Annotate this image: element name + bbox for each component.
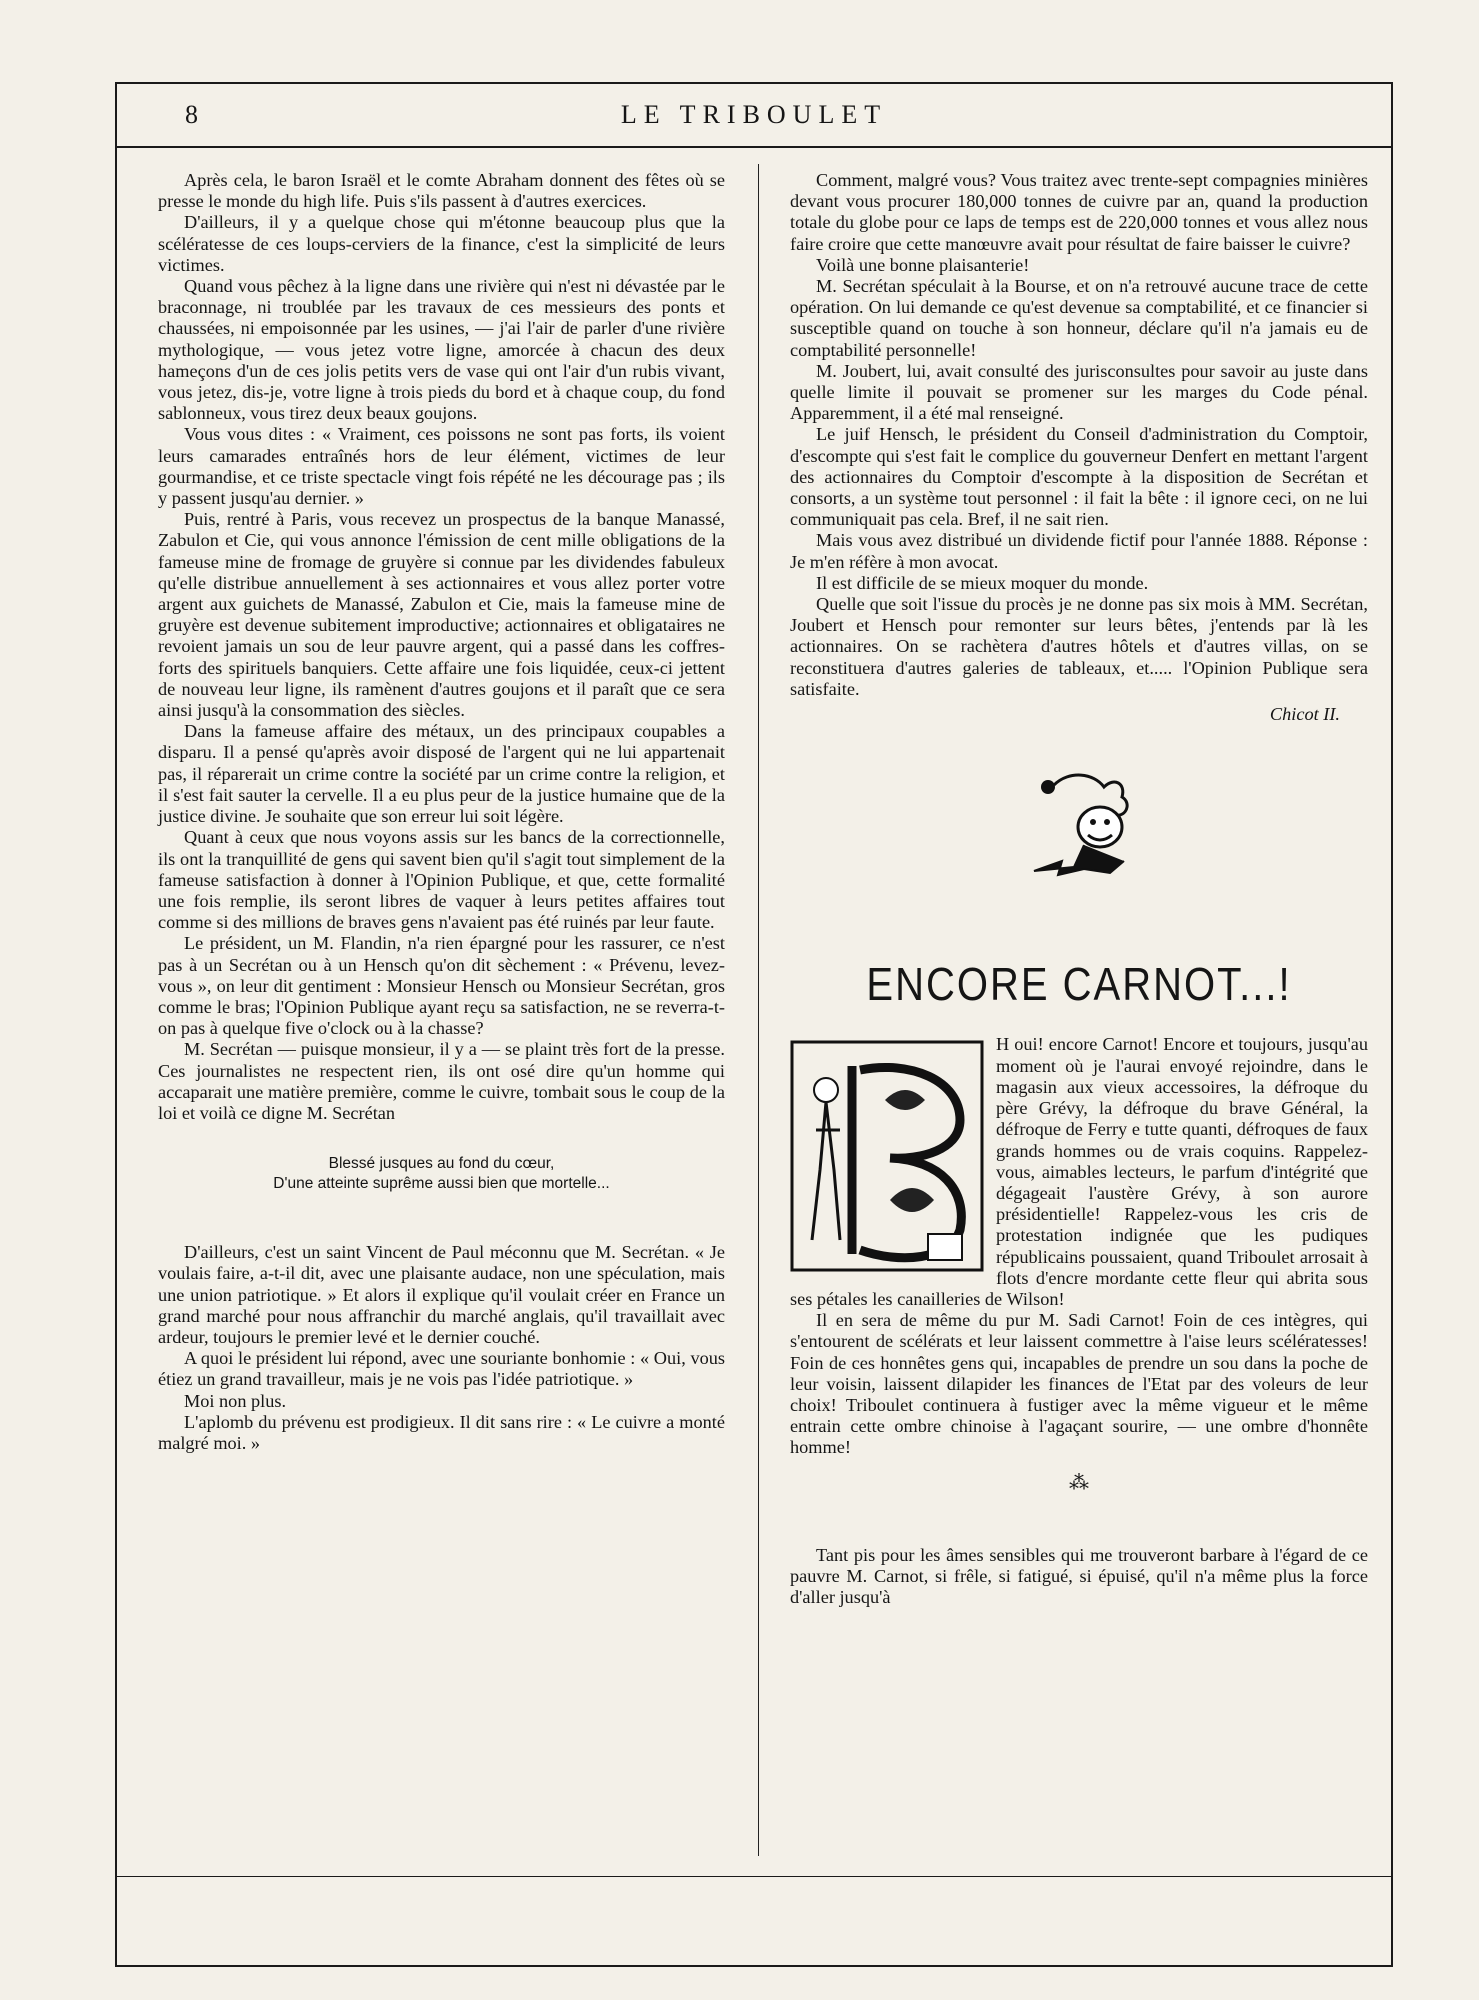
paragraph: Puis, rentré à Paris, vous recevez un prospectus de la banque Manassé, Zabulon et Cie, qui vous annonce l'émission de cent mille obligations de la fameuse mine de fromage de gruyère si connue par les dividendes fabuleux qu'elle distribue annuellement à ses actionnaires et vous allez porter votre argent aux guichets de Manassé, Zabulon et Cie, mais la fameuse mine de gruyère est devenue subitement improductive; actionnaires et obligataires ne revoient jamais un sou de leur pauvre argent, qui a passé dans les coffres-forts des spirituels banquiers. Cette affaire une fois liquidée, ceux-ci jettent de nouveau leur ligne, ils ramènent d'autres goujons et il paraît que ce sera ainsi jusqu'à la consommation des siècles. — [158, 509, 725, 721]
masthead: LE TRIBOULET — [620, 100, 888, 129]
right-column — [790, 170, 1368, 1608]
paragraph: Quand vous pêchez à la ligne dans une rivière qui n'est ni dévastée par le braconnage, ni troublée par les travaux de ces messieurs des ponts et chaussées, ni empoisonnée par les usines, — j'ai l'air de parler d'une rivière mythologique, — vous jetez votre ligne, amorcée à chacun des deux hameçons d'un de ces jolis petits vers de vase qui ont l'air d'un rubis vivant, vous jetez, dis-je, votre ligne à trois pieds du bord et à chaque coup, du fond sablonneux, vous tirez deux beaux goujons. — [158, 276, 725, 424]
paragraph: Après cela, le baron Israël et le comte Abraham donnent des fêtes où se presse le monde du high life. Puis s'ils passent à d'autres exercices. — [158, 170, 725, 212]
paragraph: Moi non plus. — [184, 1390, 287, 1411]
verse-line: Blessé jusques au fond du cœur, — [328, 1155, 555, 1173]
paragraph: Tant pis pour les âmes sensibles qui me trouveront barbare à l'égard de ce pauvre M. Carnot, si frêle, si fatigué, si épuisé, qu'il n'a même plus la force d'aller jusqu'à — [790, 1544, 1368, 1607]
paragraph: Quant à ceux que nous voyons assis sur les bancs de la correctionnelle, ils ont la tranquillité de gens qui savent bien qu'il s'agit tout simplement de la fameuse satisfaction à donner à l'Opinion Publique, et que, cette formalité une fois remplie, ils seront libres de vaquer à leurs petites affaires tout comme si des millions de braves gens n'avaient pas été ruinés par leur faute. — [158, 827, 725, 933]
asterism: ⁂ — [1069, 1471, 1089, 1494]
page-header — [115, 100, 1393, 138]
jester-ornament-icon — [1014, 765, 1144, 885]
verse-line: D'une atteinte suprême aussi bien que mortelle... — [273, 1175, 610, 1193]
paragraph: Le juif Hensch, le président du Conseil d'administration du Comptoir, d'escompte qui s'est fait le complice du gouverneur Denfert en mettant l'argent des actionnaires du Comptoir d'escompte à la disposition de Secrétan et consorts, a un système tout personnel : il fait la bête : il ignore ceci, on ne lui communiquait pas cela. Bref, il ne sait rien. — [790, 424, 1368, 530]
paragraph: M. Secrétan — puisque monsieur, il y a — se plaint très fort de la presse. Ces journalistes ne respectent rien, ils ont osé dire qu'un homme qui accaparait une matière première, comme le cuivre, tombait sous le coup de la loi et voilà ce digne M. Secrétan — [158, 1039, 725, 1123]
paragraph: Dans la fameuse affaire des métaux, un des principaux coupables a disparu. Il a pensé qu'après avoir disposé de l'argent qui ne lui appartenait pas, il réparerait un crime contre la société par un crime contre la religion, et il s'est fait sauter la cervelle. Il a eu plus peur de la justice humaine que de la justice divine. Je souhaite que son erreur lui soit légère. — [158, 721, 725, 827]
page-number: 8 — [185, 100, 198, 129]
left-column — [158, 170, 725, 1454]
article-body — [790, 1034, 1368, 1458]
paragraph: M. Joubert, lui, avait consulté des jurisconsultes pour savoir au juste dans quelle limite il pouvait se promener sur les marges du Code pénal. Apparemment, il a été mal renseigné. — [790, 360, 1368, 424]
verse-quote — [158, 1154, 725, 1194]
paragraph: L'aplomb du prévenu est prodigieux. Il dit sans rire : « Le cuivre a monté malgré moi. » — [158, 1411, 725, 1453]
paragraph: Vous vous dites : « Vraiment, ces poissons ne sont pas forts, ils voient leurs camarades entraînés hors de leur élément, victimes de leur gourmandise, et ce triste spectacle vingt fois répété ne les décourage pas ; ils y passent jusqu'au dernier. » — [158, 424, 725, 509]
paragraph: Comment, malgré vous? Vous traitez avec trente-sept compagnies minières devant vous procurer 180,000 tonnes de cuivre par an, quand la production totale du globe pour ce laps de temps est de 220,000 tonnes et vous allez nous faire croire que cette manœuvre avait pour résultat de faire baisser le cuivre? — [790, 170, 1368, 254]
article-headline: ENCORE CARNOT...! — [866, 959, 1292, 1011]
paragraph: Mais vous avez distribué un dividende fictif pour l'année 1888. Réponse : Je m'en réfère à mon avocat. — [790, 530, 1368, 572]
paragraph: Il est difficile de se mieux moquer du monde. — [816, 572, 1149, 593]
paragraph: A quoi le président lui répond, avec une souriante bonhomie : « Oui, vous étiez un grand travailleur, mais je ne vois pas l'idée patriotique. » — [158, 1348, 725, 1390]
paragraph: D'ailleurs, c'est un saint Vincent de Paul méconnu que M. Secrétan. « Je voulais faire, a-t-il dit, avec une plaisante audace, non une spéculation, mais une union patriotique. » Et alors il explique qu'il voulait créer en France un grand marché pour nous affranchir du marché anglais, qu'il travaillait avec ardeur, toujours le premier levé et le dernier couché. — [158, 1242, 725, 1347]
header-rule — [115, 146, 1393, 148]
paragraph: H oui! encore Carnot! Encore et toujours, jusqu'au moment où je l'aurai envoyé rejoindre, dans le magasin aux vieux accessoires, la défroque du père Grévy, la défroque du brave Général, la défroque de Ferry e tutte quanti, défroques de faux grands hommes ou de vrais coquins. Rappelez-vous, aimables lecteurs, le parfum d'intégrité que dégageait l'austère Grévy, à son aurore présidentielle! Rappelez-vous les cris de protestation indignée que les pudiques républicains poussaient, quand Triboulet arrosait à flots d'encre mordante cette fleur qui abrita sous ses pétales les canailleries de Wilson! — [790, 1034, 1368, 1309]
column-rule — [758, 164, 759, 1856]
paragraph: Il en sera de même du pur M. Sadi Carnot! Foin de ces intègres, qui s'entourent de scélérats et leur laissent commettre à l'aise leurs scélératesses! Foin de ces honnêtes gens qui, incapables de prendre un sou dans la poche de leur voisin, laissent dilapider les finances de l'Etat par des voleurs de leur choix! Triboulet continuera à fustiger avec la même vigueur et le même entrain cette ombre chinoise à l'agaçant sourire, — une ombre d'honnête homme! — [790, 1310, 1368, 1458]
bottom-rule — [115, 1876, 1393, 1877]
paragraph: Voilà une bonne plaisanterie! — [816, 254, 1030, 275]
paragraph: Le président, un M. Flandin, n'a rien épargné pour les rassurer, ce n'est pas à un Secrétan ou à un Hensch qu'on dit sèchement : « Prévenu, levez-vous », on leur dit gentiment : Monsieur Hensch ou Monsieur Secrétan, gros comme le bras; l'Opinion Publique ayant reçu sa satisfaction, ne se reverra-t-on pas à quelque five o'clock ou à la chasse? — [158, 933, 725, 1039]
paragraph: M. Secrétan spéculait à la Bourse, et on n'a retrouvé aucune trace de cette opération. On lui demande ce qu'est devenue sa comptabilité, et ce financier si susceptible quand on touche à son honneur, déclare qu'il n'a jamais eu de comptabilité personnelle! — [790, 276, 1368, 360]
paragraph: Quelle que soit l'issue du procès je ne donne pas six mois à MM. Secrétan, Joubert et Hensch pour remonter sur leurs bêtes, j'entends par là les actionnaires. On se rachètera d'autres hôtels et d'autres villas, on se reconstituera d'autres galeries de tableaux, et..... l'Opinion Publique sera satisfaite. — [790, 594, 1368, 699]
paragraph: D'ailleurs, il y a quelque chose qui m'étonne beaucoup plus que la scélératesse de ces loups-cerviers de la finance, c'est la simplicité de leurs victimes. — [158, 212, 725, 275]
signature: Chicot II. — [1269, 704, 1340, 725]
dropcap-illustration-icon — [790, 1040, 984, 1272]
